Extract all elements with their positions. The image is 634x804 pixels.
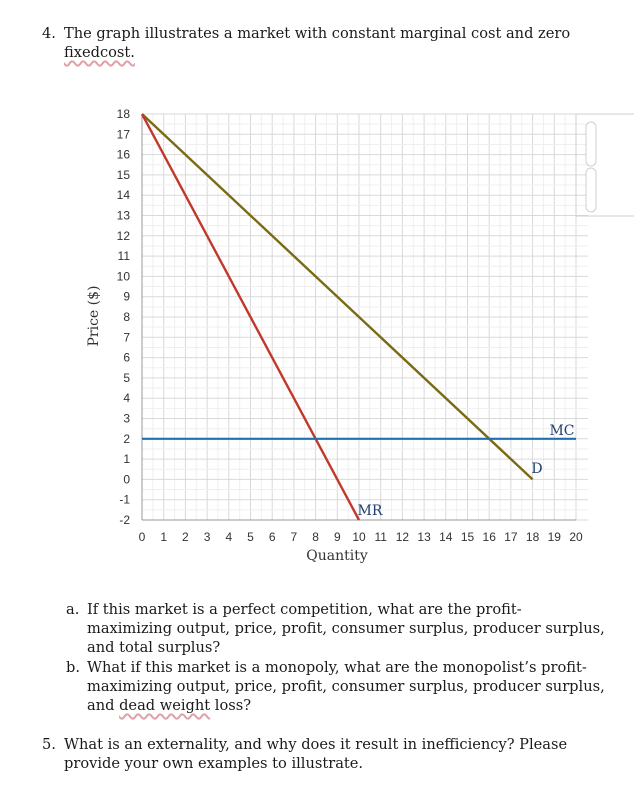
- part-b-label: b.: [66, 659, 80, 676]
- part-a-text: If this market is a perfect competition, what are the profit-maximizing output, price, profit, consumer surplus, producer surplus, and total surplus?: [87, 601, 605, 656]
- mr-curve-label: MR: [357, 503, 383, 519]
- question-4-number: 4.: [42, 25, 56, 42]
- y-tick-label: 2: [123, 431, 130, 446]
- x-tick-label: 19: [547, 530, 561, 544]
- mc-curve-label: MC: [549, 423, 575, 439]
- y-tick-label: 10: [116, 269, 130, 284]
- y-axis-label: Price ($): [86, 285, 102, 347]
- part-a: [66, 600, 606, 657]
- x-tick-label: 3: [203, 530, 211, 544]
- x-tick-label: 5: [247, 530, 254, 544]
- side-panel-handle: [586, 168, 596, 212]
- question-4-line1: The graph illustrates a market with constant marginal cost and zero: [64, 25, 571, 42]
- x-tick-label: 20: [569, 530, 583, 544]
- y-tick-label: 15: [116, 167, 130, 182]
- question-4-line2: fixedcost.: [64, 44, 135, 61]
- y-tick-label: 5: [123, 370, 130, 385]
- y-tick-label: 1: [123, 452, 130, 467]
- y-tick-label: 4: [123, 391, 130, 406]
- x-tick-label: 8: [312, 530, 319, 544]
- x-tick-label: 14: [439, 530, 453, 544]
- x-tick-label: 4: [225, 530, 233, 544]
- y-tick-label: 12: [116, 228, 130, 243]
- x-tick-label: 1: [160, 530, 168, 544]
- y-tick-label: 8: [123, 310, 130, 324]
- part-b-text: [66, 658, 606, 715]
- chart-ticks: [117, 107, 583, 544]
- x-tick-label: 7: [290, 530, 298, 544]
- x-tick-label: 9: [333, 530, 341, 544]
- question-5-line1: What is an externality, and why does it result in inefficiency? Please: [64, 736, 568, 753]
- question-5-line2: provide your own examples to illustrate.: [64, 755, 364, 772]
- part-a-label: a.: [66, 601, 80, 618]
- y-tick-label: 13: [116, 208, 130, 223]
- question-5-number: 5.: [42, 736, 56, 753]
- x-tick-label: 17: [504, 530, 518, 544]
- y-tick-label: 0: [123, 472, 130, 487]
- x-tick-label: 6: [268, 530, 276, 544]
- question-5: [42, 735, 567, 773]
- x-tick-label: 16: [482, 530, 496, 544]
- y-tick-label: 9: [123, 289, 130, 304]
- part-b-text-after: loss?: [210, 697, 252, 714]
- x-tick-label: 13: [417, 530, 431, 544]
- part-b: [66, 658, 606, 715]
- part-b-underlined: dead weight: [119, 697, 211, 714]
- y-tick-label: 17: [116, 127, 130, 142]
- chart-grid: [142, 114, 588, 520]
- x-tick-label: 10: [352, 530, 366, 544]
- y-tick-label: -1: [119, 492, 130, 507]
- part-b-text-before: What if this market is a monopoly, what are the monopolist’s profit-maximizing output, price, profit, consumer surplus, producer surplus, and: [87, 659, 605, 714]
- x-tick-label: 15: [460, 530, 475, 544]
- x-tick-label: 2: [182, 530, 189, 544]
- side-panel-handle: [586, 122, 596, 166]
- demand-curve-label: D: [531, 461, 543, 477]
- y-tick-label: 11: [117, 249, 130, 264]
- y-tick-label: 18: [116, 107, 130, 121]
- y-tick-label: 16: [116, 147, 130, 162]
- y-tick-label: 7: [123, 330, 130, 345]
- x-tick-label: 12: [395, 530, 410, 544]
- y-tick-label: 14: [116, 188, 130, 203]
- x-tick-label: 11: [374, 530, 387, 544]
- y-tick-label: -2: [119, 513, 130, 527]
- y-tick-label: 6: [123, 350, 130, 365]
- x-tick-label: 18: [525, 530, 540, 544]
- x-axis-label: Quantity: [306, 548, 368, 564]
- y-tick-label: 3: [123, 411, 130, 426]
- x-tick-label: 0: [138, 530, 146, 544]
